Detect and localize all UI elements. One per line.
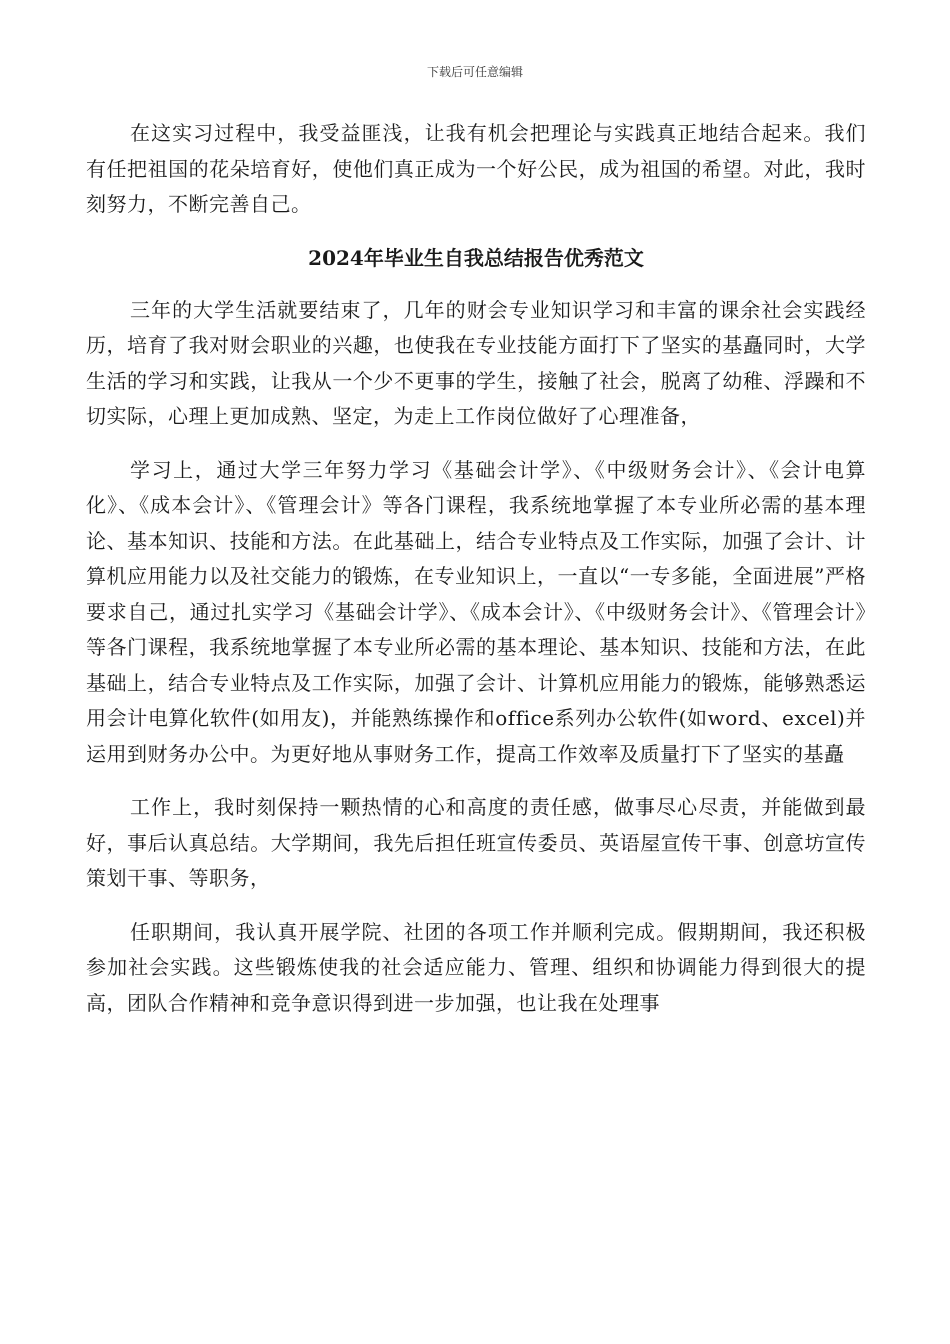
document-title: 2024年毕业生自我总结报告优秀范文 xyxy=(308,245,644,270)
paragraph-2: 学习上，通过大学三年努力学习《基础会计学》、《中级财务会计》、《会计电算化》、《成本会计》、《管理会计》等各门课程，我系统地掌握了本专业所必需的基本理论、基本知识、技能和方法。在此基础上，结合专业特点及工作实际，加强了会计、计算机应用能力以及社交能力的锻炼，在专业知识上，一直以“一专多能，全面进展”严格要求自己，通过扎实学习《基础会计学》、《成本会计》、《中级财务会计》、《管理会计》等各门课程，我系统地掌握了本专业所必需的基本理论、基本知识、技能和方法，在此基础上，结合专业特点及工作实际，加强了会计、计算机应用能力的锻炼，能够熟悉运用会计电算化软件(如用友)，并能熟练操作和office系列办公软件(如word、excel)并运用到财务办公中。为更好地从事财务工作，提高工作效率及质量打下了坚实的基矗 xyxy=(86,457,866,766)
intro-paragraph: 在这实习过程中，我受益匪浅，让我有机会把理论与实践真正地结合起来。我们有任把祖国的花朵培育好，使他们真正成为一个好公民，成为祖国的希望。对此，我时刻努力，不断完善自己。 xyxy=(86,121,866,216)
paragraph-1: 三年的大学生活就要结束了，几年的财会专业知识学习和丰富的课余社会实践经历，培育了我对财会职业的兴趣，也使我在专业技能方面打下了坚实的基矗同时，大学生活的学习和实践，让我从一个少不更事的学生，接触了社会，脱离了幼稚、浮躁和不切实际，心理上更加成熟、坚定，为走上工作岗位做好了心理准备， xyxy=(86,297,866,428)
paragraph-3: 工作上，我时刻保持一颗热情的心和高度的责任感，做事尽心尽责，并能做到最好，事后认真总结。大学期间，我先后担任班宣传委员、英语屋宣传干事、创意坊宣传策划干事、等职务， xyxy=(86,795,866,890)
paragraph-4: 任职期间，我认真开展学院、社团的各项工作并顺利完成。假期期间，我还积极参加社会实践。这些锻炼使我的社会适应能力、管理、组织和协调能力得到很大的提高，团队合作精神和竞争意识得到进一步加强，也让我在处理事 xyxy=(86,919,866,1015)
document-body xyxy=(86,116,866,1021)
page-header: 下载后可任意编辑 xyxy=(426,65,523,79)
